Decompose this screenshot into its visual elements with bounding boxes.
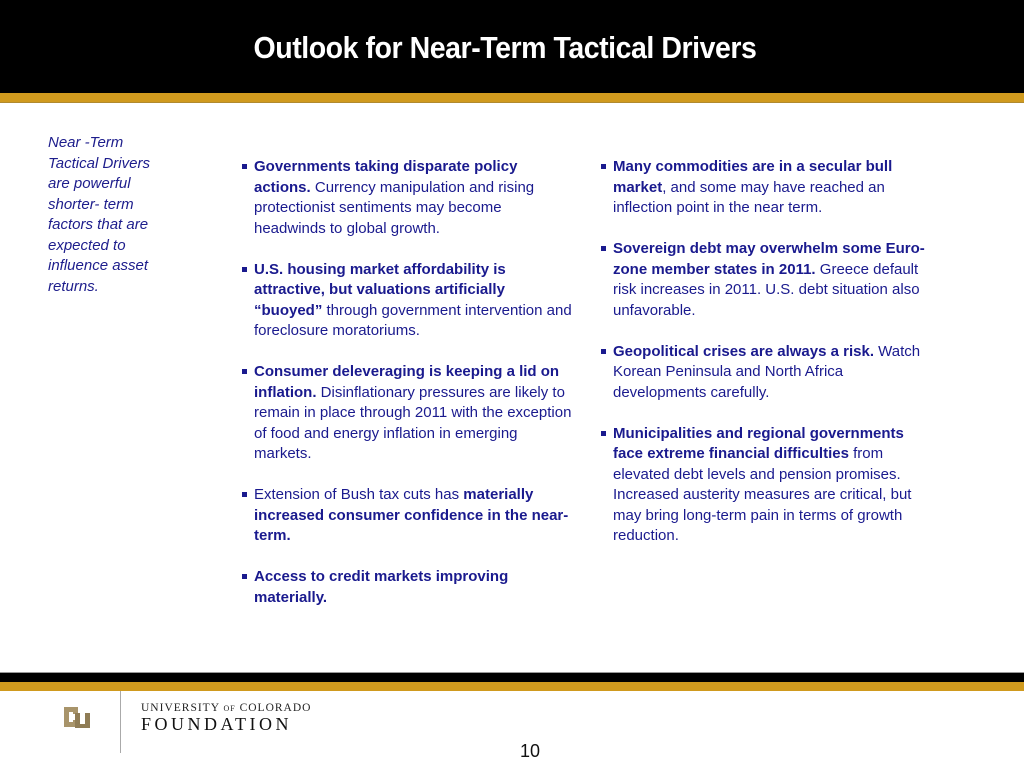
bullet-pre-text: Extension of Bush tax cuts has [254,486,464,503]
header-gold-stripe [0,93,1024,103]
square-bullet-icon [601,246,606,251]
bullet-item [240,567,575,608]
bullet-text: , and some may have reached an inflection point in the near term. [613,178,885,216]
bullet-text: Currency manipulation and rising protectionist sentiments may become headwinds to global growth. [254,178,535,237]
logo-text-colorado: COLORADO [235,702,312,714]
bullet-bold-text: Sovereign debt may overwhelm some Euro-zone member states in 2011. [613,240,925,278]
square-bullet-icon [242,492,247,497]
sidebar-note: Near -Term Tactical Drivers are powerful shorter- term factors that are expected to influence asset returns. [48,134,150,295]
bullet-bold-text: Municipalities and regional governments face extreme financial difficulties [613,424,904,462]
footer-divider [120,691,121,753]
footer-gold-stripe [0,682,1024,691]
bullet-text: Disinflationary pressures are likely to remain in place through 2011 with the exception of food and energy inflation in emerging markets. [254,383,572,462]
square-bullet-icon [242,574,247,579]
bullet-item [599,424,934,547]
bullet-bold-text: Many commodities are in a secular bull market [613,158,893,196]
cu-logo-icon [62,703,94,733]
header-bar [0,0,1024,93]
bullet-item [240,485,575,547]
bullet-bold-text: U.S. housing market affordability is attractive, but valuations artificially “buoyed” [254,260,506,319]
bullet-text: through government intervention and foreclosure moratoriums. [254,301,572,339]
bullet-text: Watch Korean Peninsula and North Africa developments carefully. [613,342,921,401]
bullet-text: Greece default risk increases in 2011. U.S. debt situation also unfavorable. [613,260,920,319]
bullet-item [599,342,934,404]
bullet-item [599,157,934,219]
left-bullet-column [240,157,575,629]
square-bullet-icon [242,369,247,374]
logo-university-text [141,702,311,714]
logo-text-university: UNIVERSITY [141,702,224,714]
square-bullet-icon [242,267,247,272]
square-bullet-icon [601,431,606,436]
bullet-item [240,362,575,465]
bullet-bold-text: materially increased consumer confidence in the near-term. [254,486,569,544]
right-bullet-column [599,157,934,567]
page-number: 10 [520,741,541,761]
bullet-item [240,157,575,239]
bullet-text: from elevated debt levels and pension promises. Increased austerity measures are critical, but may bring long-term pain in terms of growth reduction. [613,445,912,544]
bullet-bold-text: Geopolitical crises are always a risk. [613,342,874,360]
bullet-bold-text: Governments taking disparate policy actions. [254,158,518,196]
logo-text-of: OF [223,704,236,713]
square-bullet-icon [242,164,247,169]
square-bullet-icon [601,164,606,169]
bullet-bold-text: Consumer deleveraging is keeping a lid on inflation. [254,363,560,401]
slide-title: Outlook for Near-Term Tactical Drivers [253,30,757,65]
logo-foundation-text: FOUNDATION [141,714,292,734]
bullet-item [599,239,934,321]
bullet-item [240,260,575,342]
bullet-bold-text: Access to credit markets improving materially. [254,568,509,606]
square-bullet-icon [601,349,606,354]
